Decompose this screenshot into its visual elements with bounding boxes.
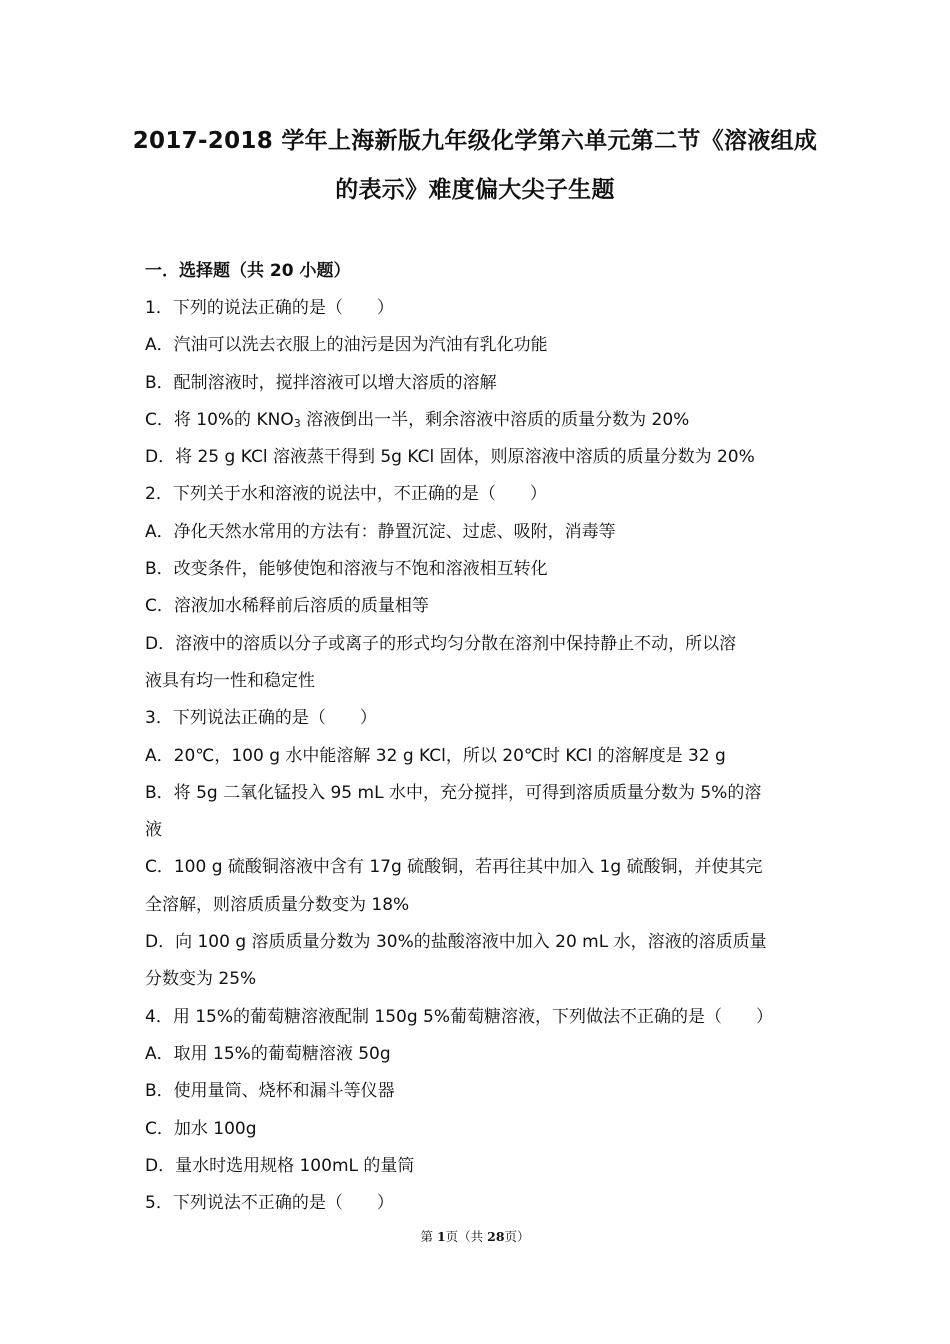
question-5-stem: 5．下列说法不正确的是（ ） [145,1193,394,1214]
question-3-option-c-cont: 全溶解，则溶质质量分数变为 18% [145,894,410,915]
section-heading: 一．选择题（共 20 小题） [145,261,351,281]
question-3-stem: 3．下列说法正确的是（ ） [145,708,377,729]
footer-page-number: 1 [436,1229,446,1244]
question-1-option-d: D．将 25 g KCl 溶液蒸干得到 5g KCl 固体，则原溶液中溶质的质量分数为 20% [145,447,755,468]
question-2-stem: 2．下列关于水和溶液的说法中，不正确的是（ ） [145,484,547,505]
question-1-option-c-head: C．将 10%的 KNO [145,409,294,430]
question-3-option-b-cont: 液 [145,820,162,841]
question-3-option-a: A．20℃，100 g 水中能溶解 32 g KCl，所以 20℃时 KCl 的溶解度是 32 g [145,745,726,766]
footer-middle: 页（共 [445,1229,488,1244]
footer-prefix: 第 [420,1229,437,1244]
question-3-option-c: C．100 g 硫酸铜溶液中含有 17g 硫酸铜，若再往其中加入 1g 硫酸铜，并使其完 [145,857,763,878]
document-title-line1: 2017-2018 学年上海新版九年级化学第六单元第二节《溶液组成 [132,128,818,154]
footer-total-pages: 28 [487,1229,505,1244]
question-1-option-b: B．配制溶液时，搅拌溶液可以增大溶质的溶解 [145,372,497,393]
question-4-stem: 4．用 15%的葡萄糖溶液配制 150g 5%葡萄糖溶液，下列做法不正确的是（ ） [145,1006,774,1027]
question-2-option-b: B．改变条件，能够使饱和溶液与不饱和溶液相互转化 [145,559,548,580]
page-footer [0,1228,950,1246]
question-4-option-a: A．取用 15%的葡萄糖溶液 50g [145,1043,391,1064]
question-1-option-a: A．汽油可以洗去衣服上的油污是因为汽油有乳化功能 [145,335,548,356]
question-1-stem: 1．下列的说法正确的是（ ） [145,298,394,318]
question-3-option-d: D．向 100 g 溶质质量分数为 30%的盐酸溶液中加入 20 mL 水，溶液的溶质质量 [145,932,767,953]
question-2-option-d: D．溶液中的溶质以分子或离子的形式均匀分散在溶剂中保持静止不动，所以溶 [145,633,737,654]
question-2-option-a: A．净化天然水常用的方法有：静置沉淀、过虑、吸附，消毒等 [145,521,616,542]
question-3-option-b: B．将 5g 二氧化锰投入 95 mL 水中，充分搅拌，可得到溶质质量分数为 5%的溶 [145,782,762,803]
question-4-option-c: C．加水 100g [145,1118,257,1139]
footer-suffix: 页） [504,1229,530,1244]
question-1-option-c [145,408,810,445]
question-3-option-d-cont: 分数变为 25% [145,969,257,990]
question-4-option-d: D．量水时选用规格 100mL 的量筒 [145,1155,415,1176]
question-4-option-b: B．使用量筒、烧杯和漏斗等仪器 [145,1081,395,1102]
question-2-option-d-cont: 液具有均一性和稳定性 [145,670,315,691]
document-title-line2: 的表示》难度偏大尖子生题 [335,177,615,203]
question-1-option-c-tail: 溶液倒出一半，剩余溶液中溶质的质量分数为 20% [300,409,690,430]
question-list [145,296,810,1228]
question-1-option-c-subscript: 3 [293,416,301,430]
question-2-option-c: C．溶液加水稀释前后溶质的质量相等 [145,596,429,617]
